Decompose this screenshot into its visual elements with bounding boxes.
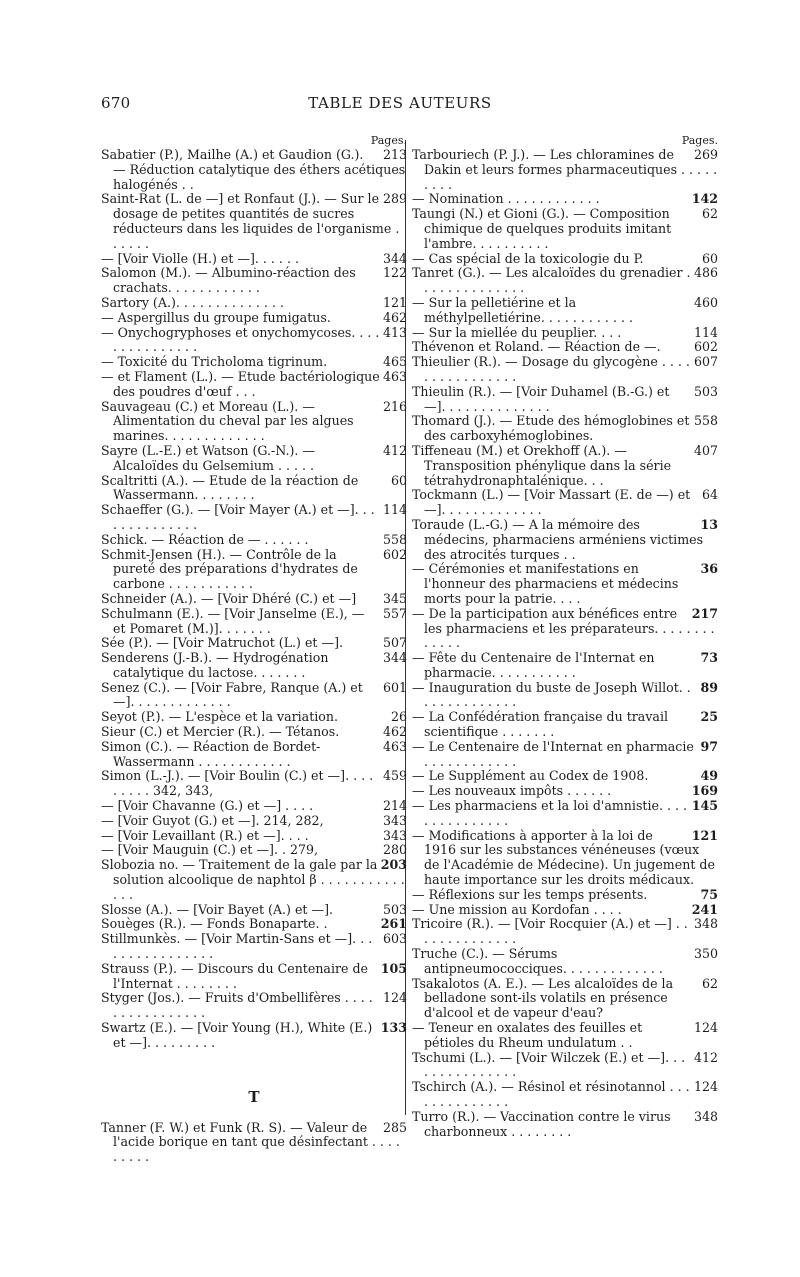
- entry-page-number: 413: [382, 324, 407, 340]
- page-header: [0, 94, 800, 116]
- entry-text: Seyot (P.). — L'espèce et la variation.: [101, 709, 338, 725]
- entry-page-number: 285: [382, 1119, 407, 1135]
- index-entry: [412, 829, 718, 888]
- index-entry: [412, 607, 718, 651]
- index-entry: [101, 533, 407, 548]
- entry-page-number: 241: [691, 901, 718, 917]
- entry-page-number: 344: [382, 250, 407, 266]
- entry-page-number: 36: [700, 561, 718, 577]
- entry-page-number: 97: [700, 738, 718, 754]
- entry-page-number: 407: [693, 442, 718, 458]
- pages-heading-left: Pages.: [370, 134, 407, 147]
- entry-page-number: 121: [691, 827, 718, 843]
- entry-text: — Réflexions sur les temps présents.: [412, 886, 648, 902]
- entry-page-number: 350: [693, 946, 718, 962]
- index-entry: [101, 355, 407, 370]
- entry-page-number: 603: [382, 931, 407, 947]
- index-entry: [101, 843, 407, 858]
- entry-page-number: 124: [693, 1079, 718, 1095]
- entry-text: Toraude (L.-G.) — A la mémoire des médecins, pharmaciens arméniens victimes des atrocités turques . .: [412, 516, 704, 562]
- entry-page-number: 602: [693, 339, 718, 355]
- index-entry: [101, 148, 407, 192]
- entry-text: — Onychogryphoses et onychomycoses. . . . . . . . . . . . . . .: [101, 324, 380, 355]
- entry-text: Thieulin (R.). — [Voir Duhamel (B.-G.) et —]. . . . . . . . . . . . . .: [412, 383, 670, 414]
- entry-text: Senderens (J.-B.). — Hydrogénation catalytique du lactose. . . . . . .: [101, 650, 329, 680]
- entry-text: Tanner (F. W.) et Funk (R. S). — Valeur de l'acide borique en tant que désinfectant . . . . . . . . .: [101, 1119, 400, 1165]
- index-entry: [412, 148, 718, 192]
- entry-page-number: 124: [693, 1020, 718, 1036]
- entry-page-number: 601: [382, 679, 407, 695]
- entry-text: — Sur la miellée du peuplier. . . .: [412, 324, 622, 340]
- entry-text: Sartory (A.). . . . . . . . . . . . . .: [101, 294, 284, 310]
- index-entry: [101, 592, 407, 607]
- index-entry: [101, 192, 407, 251]
- index-entry: [101, 858, 407, 902]
- entry-page-number: 289: [382, 191, 407, 207]
- entry-page-number: 213: [382, 147, 407, 162]
- entry-page-number: 261: [380, 916, 407, 932]
- index-entry: [412, 888, 718, 903]
- entry-page-number: 62: [701, 975, 718, 991]
- entry-page-number: 25: [700, 709, 718, 725]
- entry-text: Tiffeneau (M.) et Orekhoff (A.). — Transposition phénylique dans la série tétrahydronaphtalénique. . .: [412, 442, 672, 488]
- entry-text: Strauss (P.). — Discours du Centenaire de l'Internat . . . . . . . .: [101, 960, 368, 991]
- entry-text: Stillmunkès. — [Voir Martin-Sans et —]. . . . . . . . . . . . . . . .: [101, 931, 373, 962]
- entry-text: — [Voir Chavanne (G.) et —] . . . .: [101, 798, 314, 814]
- entry-text: — Sur la pelletiérine et la méthylpelletiérine. . . . . . . . . . . .: [412, 294, 633, 325]
- entry-text: — Cérémonies et manifestations en l'honneur des pharmaciens et médecins morts pour la patrie. . . .: [412, 561, 679, 606]
- index-entry: [101, 607, 407, 637]
- index-entry: [101, 503, 407, 533]
- entry-page-number: 412: [693, 1049, 718, 1065]
- entry-text: — Inauguration du buste de Joseph Willot. . . . . . . . . . . . . .: [412, 679, 691, 710]
- index-entry: [412, 340, 718, 355]
- entry-page-number: 49: [700, 768, 718, 784]
- entry-page-number: 105: [380, 960, 407, 976]
- entry-text: Sayre (L.-E.) et Watson (G.-N.). — Alcaloïdes du Gelsemium . . . . .: [101, 442, 315, 473]
- index-entry: [101, 903, 407, 918]
- entry-text: Thieulier (R.). — Dosage du glycogène . . . . . . . . . . . . . . . .: [412, 354, 690, 384]
- entry-page-number: 343: [382, 812, 407, 828]
- index-entry: [412, 769, 718, 784]
- entry-text: — Une mission au Kordofan . . . .: [412, 901, 622, 917]
- entry-text: — Les pharmaciens et la loi d'amnistie. . . . . . . . . . . . . . .: [412, 798, 687, 828]
- index-entry: [101, 1121, 407, 1165]
- index-entry: [101, 991, 407, 1021]
- index-entry: [412, 710, 718, 740]
- entry-text: Swartz (E.). — [Voir Young (H.), White (E.) et —]. . . . . . . . .: [101, 1020, 373, 1050]
- index-entry: [101, 814, 407, 829]
- entry-text: Salomon (M.). — Albumino-réaction des crachats. . . . . . . . . . . .: [101, 265, 356, 296]
- entry-text: Thévenon et Roland. — Réaction de —.: [412, 339, 661, 355]
- entry-text: — [Voir Mauguin (C.) et —]. . 279,: [101, 842, 319, 858]
- index-entry: [412, 799, 718, 829]
- entry-text: Senez (C.). — [Voir Fabre, Ranque (A.) et —]. . . . . . . . . . . . .: [101, 679, 363, 710]
- entry-text: Tschumi (L.). — [Voir Wilczek (E.) et —]. . . . . . . . . . . . . . .: [412, 1049, 686, 1080]
- index-entry: [101, 725, 407, 740]
- entry-text: Saint-Rat (L. de —] et Ronfaut (J.). — Sur le dosage de petites quantités de sucres réducteurs dans les liquides de l'organisme . . . . . .: [101, 191, 400, 251]
- entry-page-number: 269: [693, 147, 718, 162]
- entry-page-number: 13: [700, 516, 718, 532]
- entry-page-number: 462: [382, 309, 407, 325]
- index-entry: [101, 636, 407, 651]
- entry-page-number: 348: [693, 916, 718, 932]
- index-entry: [101, 740, 407, 770]
- entry-page-number: 463: [382, 368, 407, 384]
- index-entry: [412, 518, 718, 562]
- entry-text: — Teneur en oxalates des feuilles et pétioles du Rheum undulatum . .: [412, 1020, 643, 1050]
- entry-text: — Fête du Centenaire de l'Internat en pharmacie. . . . . . . . . . .: [412, 650, 655, 680]
- entry-text: Simon (L.-J.). — [Voir Boulin (C.) et —]. . . . . . . . . 342, 343,: [101, 768, 374, 799]
- entry-text: Tockmann (L.) — [Voir Massart (E. de —) et —]. . . . . . . . . . . . .: [412, 487, 691, 518]
- entry-text: Sabatier (P.), Mailhe (A.) et Gaudion (G.). — Réduction catalytique des éthers acétiques halogénés . .: [101, 147, 406, 192]
- entry-text: Slobozia no. — Traitement de la gale par la solution alcoolique de naphtol β . . . . . . . . . . . . . .: [101, 857, 405, 902]
- entry-page-number: 145: [691, 798, 718, 814]
- entry-text: Styger (Jos.). — Fruits d'Ombellifères . . . . . . . . . . . . . . . .: [101, 990, 373, 1021]
- entry-text: Sieur (C.) et Mercier (R.). — Tétanos.: [101, 724, 340, 740]
- section-letter: T: [248, 1087, 260, 1106]
- left-entry-list: [101, 148, 407, 1051]
- entry-page-number: 121: [382, 294, 407, 310]
- index-entry: [101, 651, 407, 681]
- index-entry: [412, 296, 718, 326]
- index-entry: [412, 326, 718, 341]
- index-entry: [412, 266, 718, 296]
- entry-page-number: 214: [382, 798, 407, 814]
- entry-page-number: 465: [382, 354, 407, 370]
- entry-text: Tricoire (R.). — [Voir Rocquier (A.) et —] . . . . . . . . . . . . . .: [412, 916, 688, 947]
- entry-text: Turro (R.). — Vaccination contre le virus charbonneux . . . . . . . .: [412, 1108, 671, 1139]
- entry-text: Tschirch (A.). — Résinol et résinotannol . . . . . . . . . . . . . .: [412, 1079, 690, 1109]
- index-entry: [101, 266, 407, 296]
- entry-text: — Toxicité du Tricholoma tigrinum.: [101, 354, 328, 370]
- entry-page-number: 345: [382, 590, 407, 606]
- index-entry: [412, 1021, 718, 1051]
- entry-page-number: 503: [693, 383, 718, 399]
- entry-page-number: 122: [382, 265, 407, 281]
- entry-text: — Aspergillus du groupe fumigatus.: [101, 309, 331, 325]
- entry-page-number: 60: [390, 472, 407, 488]
- entry-text: Schick. — Réaction de — . . . . . .: [101, 531, 309, 547]
- entry-text: — La Confédération française du travail scientifique . . . . . . .: [412, 709, 668, 740]
- entry-page-number: 558: [693, 413, 718, 429]
- entry-text: Sauvageau (C.) et Moreau (L.). — Alimentation du cheval par les algues marines. . . . . . . . . . . . .: [101, 398, 354, 444]
- page-number: 670: [101, 94, 131, 112]
- index-entry: [412, 681, 718, 711]
- entry-page-number: 343: [382, 827, 407, 843]
- index-entry: [101, 444, 407, 474]
- entry-page-number: 26: [390, 709, 407, 725]
- index-entry: [412, 355, 718, 385]
- entry-page-number: 280: [382, 842, 407, 858]
- index-entry: [101, 917, 407, 932]
- index-entry: [412, 651, 718, 681]
- entry-page-number: 124: [382, 990, 407, 1006]
- index-entry: [412, 192, 718, 207]
- entry-page-number: 60: [701, 250, 718, 266]
- index-entry: [101, 1021, 407, 1051]
- entry-page-number: 216: [382, 398, 407, 414]
- entry-page-number: 412: [382, 442, 407, 458]
- index-entry: [412, 740, 718, 770]
- entry-text: — [Voir Violle (H.) et —]. . . . . .: [101, 250, 299, 266]
- index-entry: [101, 252, 407, 267]
- entry-text: Schaeffer (G.). — [Voir Mayer (A.) et —]. . . . . . . . . . . . . .: [101, 502, 375, 532]
- index-entry: [412, 784, 718, 799]
- entry-text: Souèges (R.). — Fonds Bonaparte. .: [101, 916, 328, 932]
- index-entry: [101, 769, 407, 799]
- entry-page-number: 348: [693, 1108, 718, 1124]
- index-entry: [412, 414, 718, 444]
- entry-text: — Nomination . . . . . . . . . . . .: [412, 191, 600, 207]
- index-entry: [101, 326, 407, 356]
- entry-page-number: 602: [382, 546, 407, 562]
- entry-text: Schmit-Jensen (H.). — Contrôle de la pureté des préparations d'hydrates de carbone . . . . . . . . . . .: [101, 546, 358, 592]
- entry-text: — [Voir Guyot (G.) et —]. 214, 282,: [101, 812, 324, 828]
- entry-page-number: 507: [382, 635, 407, 651]
- entry-page-number: 217: [691, 605, 718, 621]
- entry-page-number: 558: [382, 531, 407, 547]
- index-entry: [412, 252, 718, 267]
- entry-page-number: 607: [693, 354, 718, 370]
- entry-text: — Le Centenaire de l'Internat en pharmacie . . . . . . . . . . . .: [412, 738, 694, 769]
- entry-text: — Cas spécial de la toxicologie du P.: [412, 250, 644, 266]
- entry-page-number: 142: [691, 191, 718, 207]
- index-entry: [101, 932, 407, 962]
- index-entry: [412, 488, 718, 518]
- right-column: [412, 134, 718, 1139]
- entry-text: Schneider (A.). — [Voir Dhéré (C.) et —]: [101, 590, 357, 606]
- index-entry: [101, 681, 407, 711]
- entry-page-number: 89: [700, 679, 718, 695]
- index-entry: [412, 903, 718, 918]
- index-entry: [412, 1110, 718, 1140]
- entry-page-number: 459: [382, 768, 407, 784]
- index-entry: [412, 1080, 718, 1110]
- entry-text: Thomard (J.). — Etude des hémoglobines et des carboxyhémoglobines.: [412, 413, 690, 444]
- index-entry: [412, 385, 718, 415]
- entry-text: Tarbouriech (P. J.). — Les chloramines de Dakin et leurs formes pharmaceutiques . . . . . . . . .: [412, 147, 718, 192]
- pages-heading-right: Pages.: [681, 134, 718, 147]
- entry-text: — Modifications à apporter à la loi de 1916 sur les substances vénéneuses (vœux de l'Académie de Médecine). Un jugement de haute importance sur les droits médicaux.: [412, 827, 715, 888]
- entry-text: Scaltritti (A.). — Etude de la réaction de Wassermann. . . . . . . .: [101, 472, 359, 503]
- index-entry: [101, 962, 407, 992]
- t-entry-list: [101, 1121, 407, 1165]
- entry-page-number: 62: [701, 206, 718, 222]
- entry-text: Simon (C.). — Réaction de Bordet-Wassermann . . . . . . . . . . . .: [101, 738, 321, 769]
- index-entry: [101, 829, 407, 844]
- entry-text: Slosse (A.). — [Voir Bayet (A.) et —].: [101, 901, 333, 917]
- entry-text: Schulmann (E.). — [Voir Janselme (E.), — et Pomaret (M.)]. . . . . . .: [101, 605, 365, 636]
- index-entry: [412, 1051, 718, 1081]
- index-entry: [101, 370, 407, 400]
- index-entry: [101, 548, 407, 592]
- entry-text: — Les nouveaux impôts . . . . . .: [412, 783, 612, 799]
- entry-page-number: 463: [382, 738, 407, 754]
- left-column: [101, 134, 407, 1165]
- entry-text: — De la participation aux bénéfices entre les pharmaciens et les préparateurs. . . . . . . . . . . . .: [412, 605, 715, 651]
- entry-text: Tsakalotos (A. E.). — Les alcaloïdes de la belladone sont-ils volatils en présence d'alcool et de vapeur d'eau?: [412, 975, 674, 1021]
- index-entry: [412, 947, 718, 977]
- entry-page-number: 75: [700, 886, 718, 902]
- index-entry: [101, 474, 407, 504]
- entry-page-number: 503: [382, 901, 407, 917]
- entry-text: — Le Supplément au Codex de 1908.: [412, 768, 649, 784]
- index-entry: [412, 207, 718, 251]
- index-entry: [412, 917, 718, 947]
- entry-page-number: 73: [700, 650, 718, 666]
- index-entry: [101, 710, 407, 725]
- entry-text: Truche (C.). — Sérums antipneumococciques. . . . . . . . . . . . .: [412, 946, 663, 976]
- entry-text: Sée (P.). — [Voir Matruchot (L.) et —].: [101, 635, 344, 651]
- entry-page-number: 114: [693, 324, 718, 340]
- page-title: TABLE DES AUTEURS: [308, 94, 492, 112]
- entry-page-number: 486: [693, 265, 718, 281]
- index-entry: [101, 311, 407, 326]
- entry-page-number: 460: [693, 294, 718, 310]
- entry-page-number: 462: [382, 724, 407, 740]
- index-entry: [101, 799, 407, 814]
- entry-text: — et Flament (L.). — Etude bactériologique des poudres d'œuf . . .: [101, 368, 380, 399]
- entry-page-number: 133: [380, 1020, 407, 1036]
- entry-page-number: 203: [380, 857, 407, 873]
- index-entry: [101, 296, 407, 311]
- entry-page-number: 169: [691, 783, 718, 799]
- entry-page-number: 114: [382, 502, 407, 518]
- index-entry: [412, 444, 718, 488]
- entry-page-number: 64: [701, 487, 718, 503]
- entry-page-number: 557: [382, 605, 407, 621]
- right-entry-list: [412, 148, 718, 1139]
- index-entry: [412, 562, 718, 606]
- entry-text: Tanret (G.). — Les alcaloïdes du grenadier . . . . . . . . . . . . . .: [412, 265, 691, 296]
- entry-text: — [Voir Levaillant (R.) et —]. . . .: [101, 827, 309, 843]
- entry-text: Taungi (N.) et Gioni (G.). — Composition chimique de quelques produits imitant l'ambre. . . . . . . . . .: [412, 206, 672, 251]
- index-entry: [101, 400, 407, 444]
- entry-page-number: 344: [382, 650, 407, 666]
- index-entry: [412, 977, 718, 1021]
